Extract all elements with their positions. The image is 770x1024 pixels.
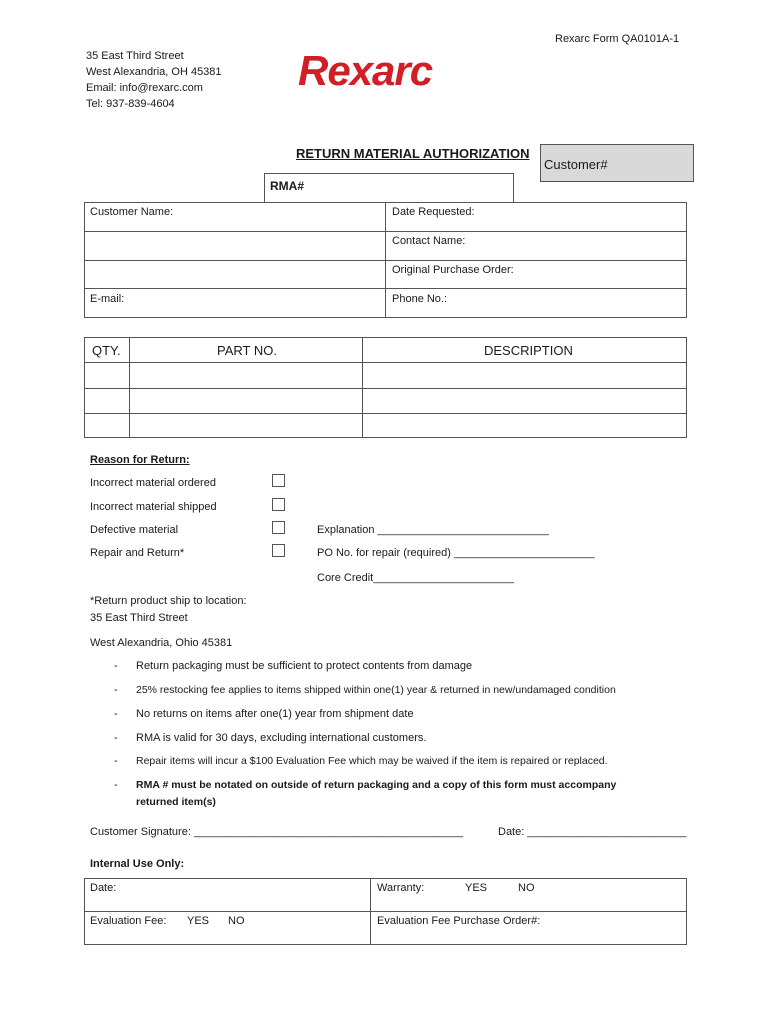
reason-checkbox[interactable] xyxy=(272,521,285,534)
reason-option-label: Incorrect material ordered xyxy=(90,477,216,489)
rma-label: RMA# xyxy=(270,179,305,193)
note-text: RMA is valid for 30 days, excluding international customers. xyxy=(136,732,427,744)
form-title: RETURN MATERIAL AUTHORIZATION xyxy=(296,146,530,161)
note-text: Repair items will incur a $100 Evaluation Fee which may be waived if the item is repaired or replaced. xyxy=(136,755,608,767)
address-line1: 35 East Third Street xyxy=(86,50,184,62)
note-bullet: - xyxy=(114,708,118,720)
eval-fee-yes[interactable]: YES xyxy=(187,915,210,927)
note-text: 25% restocking fee applies to items shipped within one(1) year & returned in new/undamaged condition xyxy=(136,684,616,696)
address-line2: West Alexandria, OH 45381 xyxy=(86,66,222,78)
note-bullet: - xyxy=(114,660,118,672)
warranty-yes[interactable]: YES xyxy=(465,882,488,894)
parts-row-line xyxy=(84,388,687,389)
info-row-line xyxy=(84,231,687,232)
info-row-line xyxy=(84,288,687,289)
core-credit-field[interactable]: Core Credit_______________________ xyxy=(317,572,514,584)
original-po-label: Original Purchase Order: xyxy=(392,264,514,276)
rexarc-logo: Rexarc xyxy=(298,47,433,94)
rma-box[interactable] xyxy=(264,173,514,203)
email-label: E-mail: xyxy=(90,293,125,305)
ship-to-line1: *Return product ship to location: xyxy=(90,595,247,607)
note-bullet: - xyxy=(114,732,118,744)
company-email: Email: info@rexarc.com xyxy=(86,82,203,94)
note-bullet: - xyxy=(114,779,118,791)
warranty-label: Warranty: xyxy=(377,882,425,894)
customer-signature-field[interactable]: Customer Signature: ____________________________________________ xyxy=(90,826,464,838)
contact-name-label: Contact Name: xyxy=(392,235,466,247)
qty-header: QTY. xyxy=(92,343,121,358)
signature-date-field[interactable]: Date: __________________________ xyxy=(498,826,687,838)
ship-to-line2: 35 East Third Street xyxy=(90,612,188,624)
phone-label: Phone No.: xyxy=(392,293,448,305)
parts-row-line xyxy=(84,362,687,363)
ship-to-line3: West Alexandria, Ohio 45381 xyxy=(90,637,233,649)
internal-date-label: Date: xyxy=(90,882,117,894)
reason-checkbox[interactable] xyxy=(272,474,285,487)
note-bullet: - xyxy=(114,755,118,767)
eval-po-label: Evaluation Fee Purchase Order#: xyxy=(377,915,541,927)
description-header: DESCRIPTION xyxy=(484,343,573,358)
internal-row-line xyxy=(84,911,687,912)
customer-number-box[interactable] xyxy=(540,144,694,182)
customer-number-label: Customer# xyxy=(544,157,608,172)
company-tel: Tel: 937-839-4604 xyxy=(86,98,175,110)
reason-option-label: Defective material xyxy=(90,524,179,536)
explanation-field[interactable]: Explanation ____________________________ xyxy=(317,524,549,536)
warranty-no[interactable]: NO xyxy=(518,882,535,894)
note-bullet: - xyxy=(114,684,118,696)
eval-fee-label: Evaluation Fee: xyxy=(90,915,167,927)
reason-option-label: Incorrect material shipped xyxy=(90,501,217,513)
reason-heading: Reason for Return: xyxy=(90,454,190,466)
po-repair-field[interactable]: PO No. for repair (required) _______________________ xyxy=(317,547,595,559)
part-no-header: PART NO. xyxy=(217,343,277,358)
note-text: Return packaging must be sufficient to protect contents from damage xyxy=(136,660,473,672)
date-requested-label: Date Requested: xyxy=(392,206,475,218)
internal-heading: Internal Use Only: xyxy=(90,858,185,870)
note-text-continued: returned item(s) xyxy=(136,796,216,808)
customer-name-label: Customer Name: xyxy=(90,206,174,218)
info-row-line xyxy=(84,260,687,261)
reason-option-label: Repair and Return* xyxy=(90,547,185,559)
reason-checkbox[interactable] xyxy=(272,544,285,557)
eval-fee-no[interactable]: NO xyxy=(228,915,245,927)
note-text: No returns on items after one(1) year from shipment date xyxy=(136,708,414,720)
parts-row-line xyxy=(84,413,687,414)
form-id: Rexarc Form QA0101A-1 xyxy=(555,33,680,45)
note-text: RMA # must be notated on outside of return packaging and a copy of this form must accompany xyxy=(136,779,617,791)
reason-checkbox[interactable] xyxy=(272,498,285,511)
